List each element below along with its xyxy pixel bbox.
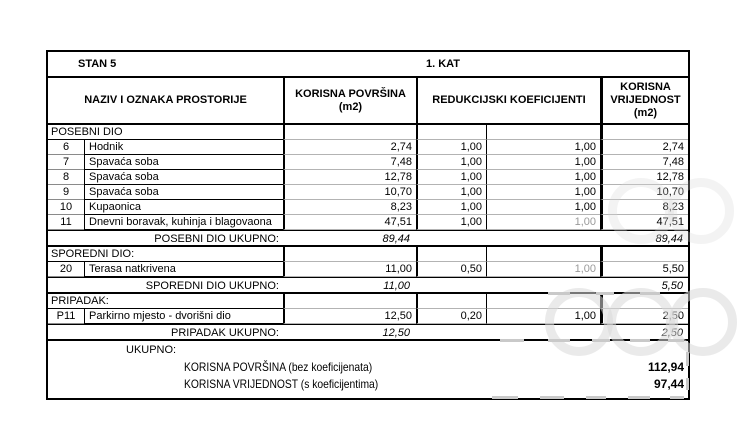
cell-room-id: 6	[48, 140, 84, 155]
section-total-vrijednost: 2,50	[661, 327, 683, 339]
header-naziv	[48, 78, 283, 123]
grand-total-line-value: 97,44	[653, 377, 684, 391]
table-row	[48, 309, 688, 324]
cell-povrsina: 10,70	[283, 185, 416, 200]
section-label: SPOREDNI DIO:	[48, 247, 283, 262]
cell-koef2: 1,00	[486, 140, 600, 155]
cell-room-id: 20	[48, 262, 84, 277]
section-label: POSEBNI DIO	[48, 125, 283, 140]
cell-povrsina: 2,74	[283, 140, 416, 155]
empty-cell	[600, 294, 688, 309]
grand-total-line	[48, 359, 688, 376]
cell-room-name: Kupaonica	[84, 200, 283, 215]
cell-koef2: 1,00	[486, 155, 600, 170]
cell-koef1: 1,00	[416, 185, 486, 200]
area-calculation-table	[46, 50, 690, 400]
cell-koef1: 0,20	[416, 309, 486, 324]
section-total-label: POSEBNI DIO UKUPNO:	[154, 233, 279, 245]
cell-koef2: 1,00	[486, 170, 600, 185]
section-total-vrijednost: 89,44	[655, 233, 683, 245]
empty-cell	[600, 125, 688, 140]
empty-cell	[600, 247, 688, 262]
cell-room-name: Spavaća soba	[84, 170, 283, 185]
empty-cell	[283, 294, 416, 309]
cell-vrijednost: 2,74	[600, 140, 688, 155]
grand-total-line-label-text: KORISNA VRIJEDNOST (s koeficijentima)	[184, 377, 379, 391]
cell-povrsina: 7,48	[283, 155, 416, 170]
apartment-title: STAN 5	[78, 58, 117, 70]
cell-koef1: 1,00	[416, 170, 486, 185]
header-korisna-vrijednost-line1: KORISNA	[620, 81, 671, 93]
empty-cell	[416, 278, 600, 292]
table-row	[48, 200, 688, 215]
header-korisna-povrsina-line1: KORISNA POVRŠINA	[295, 87, 406, 100]
cell-koef2: 1,00	[486, 215, 600, 230]
cell-vrijednost: 7,48	[600, 155, 688, 170]
section-total-label: SPOREDNI DIO UKUPNO:	[145, 280, 279, 292]
grand-total-line	[48, 376, 688, 393]
section-total-povrsina: 11,00	[383, 280, 410, 292]
table-row	[48, 185, 688, 200]
table-header-row	[48, 78, 688, 125]
cell-koef1: 1,00	[416, 215, 486, 230]
section-total-povrsina: 89,44	[382, 233, 410, 245]
cell-vrijednost: 2,50	[600, 309, 688, 324]
section-total-vrijednost: 5,50	[661, 280, 683, 292]
cell-room-id: 11	[48, 215, 84, 230]
section-total-label: PRIPADAK UKUPNO:	[171, 327, 279, 339]
cell-room-id: 9	[48, 185, 84, 200]
table-row	[48, 155, 688, 170]
empty-cell	[486, 125, 600, 140]
header-korisna-vrijednost-line2: VRIJEDNOST	[610, 94, 681, 106]
table-title-row	[48, 52, 688, 78]
section-label-row	[48, 294, 688, 309]
header-korisna-povrsina-line2: (m2)	[338, 100, 363, 113]
header-redukcijski-koeficijenti	[416, 78, 600, 123]
cell-povrsina: 8,23	[283, 200, 416, 215]
grand-total-line-label	[48, 359, 574, 376]
grand-total-line-label	[48, 376, 574, 393]
header-naziv-label: NAZIV I OZNAKA PROSTORIJE	[84, 94, 247, 106]
cell-koef2: 1,00	[486, 262, 600, 277]
cell-koef1: 1,00	[416, 155, 486, 170]
cell-room-id: P11	[48, 309, 84, 324]
table-row	[48, 140, 688, 155]
cell-koef1: 1,00	[416, 140, 486, 155]
cell-vrijednost: 47,51	[600, 215, 688, 230]
cell-room-name: Parkirno mjesto - dvorišni dio	[84, 309, 283, 324]
cell-vrijednost: 12,78	[600, 170, 688, 185]
empty-cell	[416, 231, 600, 245]
floor-title: 1. KAT	[425, 58, 461, 70]
header-redukcijski-label: REDUKCIJSKI KOEFICIJENTI	[432, 94, 586, 106]
table-row	[48, 262, 688, 277]
empty-cell	[416, 247, 486, 262]
grand-total-line-value: 112,94	[647, 360, 684, 374]
cell-room-id: 10	[48, 200, 84, 215]
cell-povrsina: 12,78	[283, 170, 416, 185]
cell-room-name: Spavaća soba	[84, 185, 283, 200]
cell-koef2: 1,00	[486, 200, 600, 215]
cell-povrsina: 12,50	[283, 309, 416, 324]
grand-total-line-label-text: KORISNA POVRŠINA (bez koeficijenata)	[184, 360, 373, 374]
cell-povrsina: 11,00	[283, 262, 416, 277]
cell-room-id: 8	[48, 170, 84, 185]
table-row	[48, 215, 688, 230]
cell-vrijednost: 8,23	[600, 200, 688, 215]
table-row	[48, 170, 688, 185]
header-korisna-vrijednost-line3: (m2)	[633, 107, 658, 119]
empty-cell	[486, 294, 600, 309]
section-total-row	[48, 324, 688, 341]
grand-total-label: UKUPNO:	[126, 344, 177, 356]
section-label-row	[48, 125, 688, 140]
grand-total-block	[48, 341, 688, 398]
empty-cell	[486, 247, 600, 262]
cell-room-id: 7	[48, 155, 84, 170]
cell-room-name: Hodnik	[84, 140, 283, 155]
section-label-row	[48, 247, 688, 262]
empty-cell	[283, 247, 416, 262]
cell-koef2: 1,00	[486, 185, 600, 200]
cell-koef1: 0,50	[416, 262, 486, 277]
cell-room-name: Dnevni boravak, kuhinja i blagovaona	[84, 215, 283, 230]
cell-koef2: 1,00	[486, 309, 600, 324]
empty-cell	[416, 125, 486, 140]
cell-room-name: Terasa natkrivena	[84, 262, 283, 277]
empty-cell	[283, 125, 416, 140]
empty-cell	[416, 325, 600, 339]
section-total-povrsina: 12,50	[382, 327, 410, 339]
cell-vrijednost: 10,70	[600, 185, 688, 200]
empty-cell	[416, 294, 486, 309]
cell-vrijednost: 5,50	[600, 262, 688, 277]
header-korisna-vrijednost	[600, 78, 688, 123]
cell-povrsina: 47,51	[283, 215, 416, 230]
section-total-row	[48, 230, 688, 247]
cell-room-name: Spavaća soba	[84, 155, 283, 170]
header-korisna-povrsina	[283, 78, 416, 123]
section-label: PRIPADAK:	[48, 294, 283, 309]
cell-koef1: 1,00	[416, 200, 486, 215]
section-total-row	[48, 277, 688, 294]
